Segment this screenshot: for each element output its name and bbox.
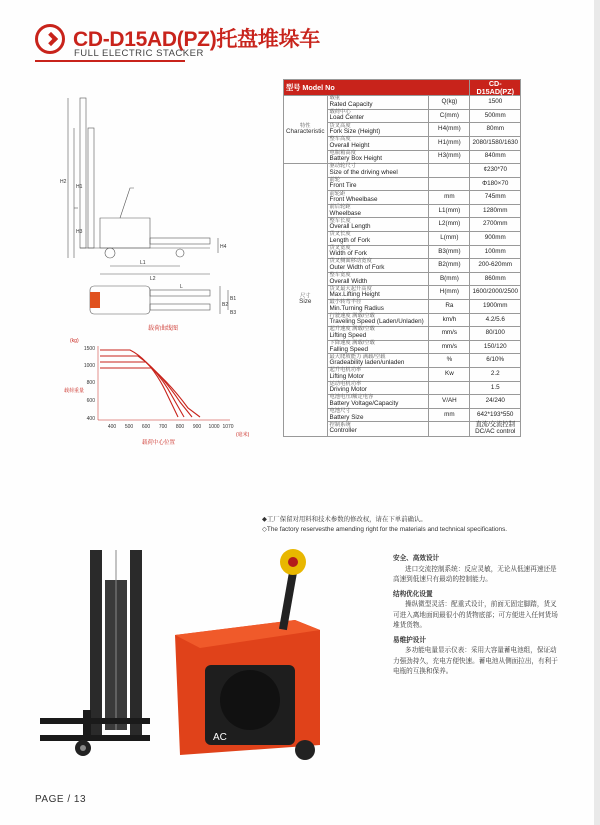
spec-item-en: Length of Fork xyxy=(329,236,371,244)
spec-header-model: CD-D15AD(PZ) xyxy=(470,80,521,96)
spec-unit: L2(mm) xyxy=(429,218,470,232)
spec-unit: B2(mm) xyxy=(429,259,470,273)
spec-item xyxy=(327,286,429,300)
spec-item-en: Lifting Motor xyxy=(329,372,365,380)
spec-category xyxy=(284,164,328,437)
spec-item-en: Battery Box Height xyxy=(329,155,382,163)
spec-value: 150/120 xyxy=(470,340,521,354)
spec-item-en: Driving Motor xyxy=(329,386,367,394)
spec-item-en: Battery Voltage/Capacity xyxy=(329,399,399,407)
spec-unit xyxy=(429,164,470,178)
spec-item-cn: 整车长度 xyxy=(329,217,351,224)
feature-body: 多功能电量显示仪表：采用大容量蓄电池组，保证动力强劲持久，充电方便快速。蓄电池从侧面拉出，有利于电瓶的互换和保养。 xyxy=(393,647,558,676)
feature-list xyxy=(393,550,558,678)
note-cn: ◆工厂保留对用料和技术参数的修改权，请在下单前确认。 xyxy=(262,516,427,523)
spec-item-en: Gradeability laden/unladen xyxy=(329,359,405,367)
ac-badge: AC xyxy=(213,732,227,743)
spec-unit: km/h xyxy=(429,313,470,327)
spec-category-en: Size xyxy=(299,298,312,306)
chart-x-tick: 600 xyxy=(141,424,151,430)
spec-value: 840mm xyxy=(470,150,521,164)
spec-value: 745mm xyxy=(470,191,521,205)
brand-chevron-icon xyxy=(35,24,65,54)
feature-title: 结构优化设置 xyxy=(393,590,433,598)
spec-item-en: Fork Size (Height) xyxy=(329,128,381,136)
spec-value: 直流/交流控制 DC/AC control xyxy=(470,422,521,436)
chart-x-tick: 1070 xyxy=(222,424,234,430)
spec-item-en: Front Wheelbase xyxy=(329,196,378,204)
dim-label: H1 xyxy=(76,184,83,190)
spec-unit: mm xyxy=(429,408,470,422)
spec-item-cn: 控制系统 xyxy=(329,421,351,428)
spec-item-en: Size of the driving wheel xyxy=(329,168,398,176)
spec-unit: C(mm) xyxy=(429,109,470,123)
spec-item-cn: 最小转弯半径 xyxy=(329,299,362,306)
spec-item-en: Rated Capacity xyxy=(329,100,373,108)
page-subtitle: FULL ELECTRIC STACKER xyxy=(74,48,204,59)
spec-header-label: 型号 Model No xyxy=(284,80,470,96)
spec-item xyxy=(327,164,429,178)
spec-item xyxy=(327,300,429,314)
spec-item-cn: 起升速度 满载/空载 xyxy=(329,326,375,333)
spec-item xyxy=(327,272,429,286)
page-number: PAGE / 13 xyxy=(35,794,87,805)
spec-item-cn: 整车高度 xyxy=(329,136,351,143)
spec-unit: H1(mm) xyxy=(429,136,470,150)
spec-item-cn: 电瓶箱高度 xyxy=(329,149,356,156)
spec-value: 2.2 xyxy=(470,368,521,382)
dimension-drawings xyxy=(60,88,250,318)
chart-y-tick: 1000 xyxy=(83,363,95,369)
spec-unit: B(mm) xyxy=(429,272,470,286)
spec-category-en: Characteristic xyxy=(286,128,325,136)
spec-row xyxy=(284,164,521,178)
chart-x-tick: 1000 xyxy=(208,424,220,430)
notes xyxy=(262,515,552,534)
chart-x-tick: 800 xyxy=(175,424,185,430)
spec-item xyxy=(327,408,429,422)
spec-item xyxy=(327,136,429,150)
spec-category-cn: 尺寸 xyxy=(299,292,311,299)
spec-item-cn: 电池电压/额定电容 xyxy=(329,394,374,401)
spec-unit: mm xyxy=(429,191,470,205)
spec-value: 100mm xyxy=(470,245,521,259)
feature-title: 易维护设计 xyxy=(393,636,426,644)
spec-category xyxy=(284,96,328,164)
spec-item-cn: 前轮 xyxy=(329,176,341,183)
spec-item-en: Wheelbase xyxy=(329,209,362,217)
load-curves xyxy=(100,350,200,417)
dimension-drawing-svg xyxy=(60,88,250,318)
spec-item-cn: 电池尺寸 xyxy=(329,408,351,414)
spec-item-en: Front Tire xyxy=(329,182,357,190)
spec-item-en: Lifting Speed xyxy=(329,331,367,339)
spec-unit: Kw xyxy=(429,368,470,382)
spec-value: 200-620mm xyxy=(470,259,521,273)
spec-item-cn: 前轮距 xyxy=(329,190,346,197)
spec-unit: Ra xyxy=(429,300,470,314)
chart-y-tick: 600 xyxy=(86,398,95,404)
chart-x-tick: 700 xyxy=(158,424,168,430)
title-underline xyxy=(35,60,185,62)
spec-item xyxy=(327,96,429,110)
spec-item xyxy=(327,327,429,341)
spec-item-cn: 运动电机功率 xyxy=(329,380,362,387)
spec-item-en: Load Center xyxy=(329,114,365,122)
spec-item xyxy=(327,177,429,191)
spec-value: 6/10% xyxy=(470,354,521,368)
spec-unit: % xyxy=(429,354,470,368)
spec-item xyxy=(327,109,429,123)
spec-unit: mm/s xyxy=(429,340,470,354)
spec-value: 24/240 xyxy=(470,395,521,409)
page-title: CD-D15AD(PZ)托盘堆垛车 xyxy=(73,28,320,51)
spec-item-en: Outer Width of Fork xyxy=(329,264,385,272)
spec-unit: V/AH xyxy=(429,395,470,409)
dim-label: H3 xyxy=(76,229,83,235)
spec-unit xyxy=(429,381,470,395)
spec-row xyxy=(284,96,521,110)
spec-item-cn: 货叉长度 xyxy=(329,231,351,238)
load-curve-svg xyxy=(60,320,270,450)
spec-value: 1900mm xyxy=(470,300,521,314)
spec-unit: mm/s xyxy=(429,327,470,341)
chart-y-tick: 400 xyxy=(86,416,95,422)
dim-label: H4 xyxy=(220,244,227,250)
spec-item-cn: 行驶速度 满载/空载 xyxy=(329,312,375,319)
spec-value: 900mm xyxy=(470,232,521,246)
spec-unit: B3(mm) xyxy=(429,245,470,259)
spec-item xyxy=(327,123,429,137)
spec-item-cn: 货叉最大起升高度 xyxy=(329,285,372,292)
spec-unit: H(mm) xyxy=(429,286,470,300)
chart-y-tick: 1500 xyxy=(83,346,95,352)
spec-item-en: Min.Turning Radius xyxy=(329,304,384,312)
spec-value: 2700mm xyxy=(470,218,521,232)
spec-item xyxy=(327,245,429,259)
spec-value: 860mm xyxy=(470,272,521,286)
chart-ylabel: 载荷重量 xyxy=(64,388,85,394)
spec-unit xyxy=(429,422,470,436)
spec-item xyxy=(327,218,429,232)
spec-unit: L(mm) xyxy=(429,232,470,246)
spec-item-cn: 起升电机功率 xyxy=(329,367,362,374)
spec-item xyxy=(327,381,429,395)
feature-body: 操纵微型灵活：配重式设计，前面无固定脚踏，货叉可进入离地面间最很小的货物底部；可方便进入任何货场堆货货物。 xyxy=(393,601,558,630)
spec-item-en: Falling Speed xyxy=(329,345,369,353)
spec-item xyxy=(327,313,429,327)
feature-item xyxy=(393,554,558,586)
spec-item-cn: 载荷中心 xyxy=(329,108,351,115)
spec-item-en: Overall Height xyxy=(329,141,370,149)
feature-body: 进口交流控制系统：反应灵敏，无论从低速再速还是高速到低速只有最动的控制能力。 xyxy=(393,565,557,584)
spec-value: 2080/1580/1630 xyxy=(470,136,521,150)
spec-item-en: Width of Fork xyxy=(329,250,367,258)
spec-item xyxy=(327,232,429,246)
dim-label: B3 xyxy=(230,310,237,316)
dim-label: L xyxy=(180,284,183,290)
spec-item-cn: 最大爬坡能力 满载/空载 xyxy=(329,353,386,360)
chart-x-tick: 900 xyxy=(192,424,202,430)
spec-item-en: Overall Length xyxy=(329,223,371,231)
spec-item xyxy=(327,340,429,354)
spec-value: 1.5 xyxy=(470,381,521,395)
spec-item-en: Traveling Speed (Laden/Unladen) xyxy=(329,318,424,326)
chart-xlabel: 载荷中心位置 xyxy=(142,440,176,446)
spec-value: 1280mm xyxy=(470,204,521,218)
chart-y-tick: 800 xyxy=(86,380,95,386)
spec-item xyxy=(327,204,429,218)
chart-title: 载荷曲线图 xyxy=(148,326,179,332)
spec-item-en: Max.Lifting Height xyxy=(329,291,380,299)
note-en: ◇The factory reservesthe amending right for the materials and technical specifications. xyxy=(262,525,508,533)
spec-item-cn: 货叉高度 xyxy=(329,122,351,129)
spec-value: 4.2/5.6 xyxy=(470,313,521,327)
spec-item xyxy=(327,395,429,409)
feature-item xyxy=(393,590,558,632)
spec-value: ¢230*70 xyxy=(470,164,521,178)
spec-item-en: Controller xyxy=(329,427,357,435)
spec-item xyxy=(327,368,429,382)
dim-label: L2 xyxy=(150,276,156,282)
spec-item xyxy=(327,422,429,436)
spec-unit: Q(kg) xyxy=(429,96,470,110)
dim-label: L1 xyxy=(140,260,146,266)
spec-value: Φ180×70 xyxy=(470,177,521,191)
load-curve-chart xyxy=(60,320,270,450)
spec-value: 1600/2000/2500 xyxy=(470,286,521,300)
dim-label: B1 xyxy=(230,296,237,302)
spec-unit: L1(mm) xyxy=(429,204,470,218)
spec-value: 500mm xyxy=(470,109,521,123)
spec-item-cn: 整车宽度 xyxy=(329,272,351,279)
spec-item-cn: 下降速度 满载/空载 xyxy=(329,340,375,347)
spec-value: 80mm xyxy=(470,123,521,137)
spec-unit xyxy=(429,177,470,191)
spec-item-cn: 货叉宽度 xyxy=(329,244,351,251)
drive-unit-marker xyxy=(90,292,100,308)
spec-item xyxy=(327,259,429,273)
chart-unit-y: (kg) xyxy=(70,338,79,344)
spec-item-cn: 驱动轮尺寸 xyxy=(329,163,356,170)
spec-table xyxy=(283,79,521,437)
chart-x-tick: 500 xyxy=(124,424,134,430)
spec-item xyxy=(327,150,429,164)
spec-category-cn: 特性 xyxy=(299,122,311,129)
dim-label: H2 xyxy=(60,179,67,185)
spec-item xyxy=(327,354,429,368)
spec-unit: H4(mm) xyxy=(429,123,470,137)
spec-unit: H3(mm) xyxy=(429,150,470,164)
spec-item-en: Battery Size xyxy=(329,413,364,421)
spec-item-cn: 载重 xyxy=(329,95,341,102)
dim-label: B2 xyxy=(222,302,229,308)
spec-item-cn: 货叉侧面移动宽度 xyxy=(329,258,372,265)
spec-value: 1500 xyxy=(470,96,521,110)
stacker-svg xyxy=(35,540,350,770)
spec-item-en: Overall Width xyxy=(329,277,368,285)
stacker-illustration xyxy=(35,540,350,770)
spec-item xyxy=(327,191,429,205)
feature-title: 安全、高效设计 xyxy=(393,555,440,562)
feature-item xyxy=(393,636,558,678)
spec-value: 642*193*550 xyxy=(470,408,521,422)
chart-x-tick: 400 xyxy=(107,424,117,430)
spec-value: 80/100 xyxy=(470,327,521,341)
spec-item-cn: 前后轮距 xyxy=(329,204,351,211)
chart-x-unit: (毫米) xyxy=(236,432,250,438)
